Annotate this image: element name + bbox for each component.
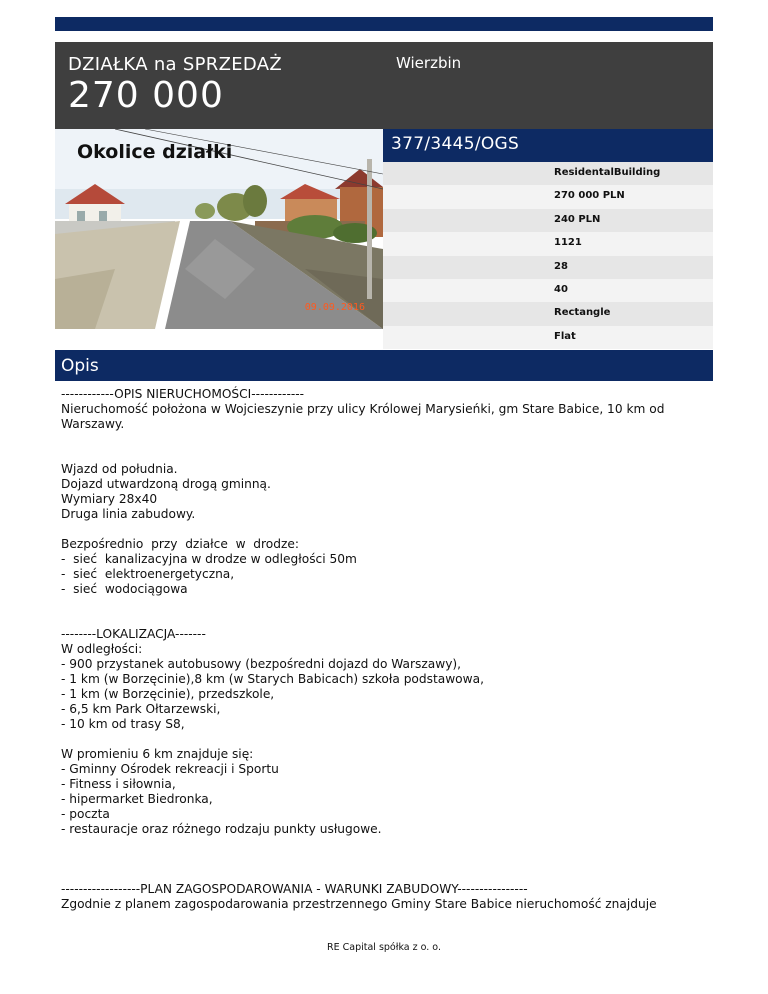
spec-value: 1121 bbox=[554, 237, 582, 249]
description-line: Zgodnie z planem zagospodarowania przestrzennego Gminy Stare Babice nieruchomość znajduje bbox=[61, 897, 657, 911]
description-line bbox=[61, 432, 721, 447]
description-line: - sieć wodociągowa bbox=[61, 582, 188, 596]
spec-row bbox=[383, 256, 713, 279]
description-line: ------------OPIS NIERUCHOMOŚCI------------ bbox=[61, 387, 305, 401]
spec-value: Rectangle bbox=[554, 307, 611, 319]
spec-row bbox=[383, 302, 713, 325]
specs-table bbox=[383, 162, 713, 349]
description-line: Bezpośrednio przy działce w drodze: bbox=[61, 537, 299, 551]
description-body bbox=[61, 387, 721, 912]
spec-row bbox=[383, 279, 713, 302]
description-line: - restauracje oraz różnego rodzaju punkty usługowe. bbox=[61, 822, 382, 836]
description-line bbox=[61, 597, 721, 612]
spec-value: 240 PLN bbox=[554, 213, 601, 225]
description-line bbox=[61, 447, 721, 462]
spec-row bbox=[383, 232, 713, 255]
page-footer: RE Capital spółka z o. o. bbox=[327, 942, 441, 953]
description-line: - hipermarket Biedronka, bbox=[61, 792, 213, 806]
spec-row bbox=[383, 185, 713, 208]
description-line: Dojazd utwardzoną drogą gminną. bbox=[61, 477, 271, 491]
photo-date-stamp: 09.09.2016 bbox=[304, 302, 365, 313]
spec-value: ResidentalBuilding bbox=[554, 167, 661, 178]
top-accent-bar bbox=[55, 17, 713, 31]
description-line bbox=[61, 867, 721, 882]
reference-bar bbox=[383, 129, 713, 162]
listing-reference: 377/3445/OGS bbox=[391, 134, 520, 154]
listing-header bbox=[55, 42, 713, 129]
description-line: - Fitness i siłownia, bbox=[61, 777, 176, 791]
description-line: - 900 przystanek autobusowy (bezpośredni dojazd do Warszawy), bbox=[61, 657, 462, 671]
description-line: Warszawy. bbox=[61, 417, 125, 431]
property-photo bbox=[55, 129, 383, 329]
description-line bbox=[61, 612, 721, 627]
spec-value: 40 bbox=[554, 283, 568, 295]
listing-city: Wierzbin bbox=[396, 54, 462, 72]
listing-type: DZIAŁKA na SPRZEDAŻ bbox=[68, 54, 282, 75]
listing-price: 270 000 bbox=[68, 75, 224, 116]
description-line: - sieć kanalizacyjna w drodze w odległości 50m bbox=[61, 552, 357, 566]
description-line: - 10 km od trasy S8, bbox=[61, 717, 185, 731]
description-line bbox=[61, 852, 721, 867]
spec-row bbox=[383, 209, 713, 232]
description-line: Druga linia zabudowy. bbox=[61, 507, 196, 521]
description-line: W promieniu 6 km znajduje się: bbox=[61, 747, 254, 761]
description-line: - 1 km (w Borzęcinie), przedszkole, bbox=[61, 687, 275, 701]
description-line: Wymiary 28x40 bbox=[61, 492, 158, 506]
description-line bbox=[61, 837, 721, 852]
description-line: Nieruchomość położona w Wojcieszynie przy ulicy Królowej Marysieńki, gm Stare Babice, 10 km od bbox=[61, 402, 665, 416]
section-title: Opis bbox=[61, 356, 99, 376]
spec-value: 270 000 PLN bbox=[554, 190, 625, 202]
description-line bbox=[61, 522, 721, 537]
description-line: --------LOKALIZACJA------- bbox=[61, 627, 206, 641]
description-line: Wjazd od południa. bbox=[61, 462, 178, 476]
description-line bbox=[61, 732, 721, 747]
description-line: W odległości: bbox=[61, 642, 143, 656]
description-line: - sieć elektroenergetyczna, bbox=[61, 567, 235, 581]
spec-value: Flat bbox=[554, 330, 576, 342]
spec-row bbox=[383, 326, 713, 349]
description-line: - Gminny Ośrodek rekreacji i Sportu bbox=[61, 762, 279, 776]
spec-value: 28 bbox=[554, 260, 568, 272]
photo-caption: Okolice działki bbox=[77, 141, 233, 163]
description-line: - poczta bbox=[61, 807, 110, 821]
description-line: ------------------PLAN ZAGOSPODAROWANIA - WARUNKI ZABUDOWY---------------- bbox=[61, 882, 528, 896]
description-line: - 6,5 km Park Ołtarzewski, bbox=[61, 702, 221, 716]
spec-row bbox=[383, 162, 713, 185]
description-line: - 1 km (w Borzęcinie),8 km (w Starych Babicach) szkoła podstawowa, bbox=[61, 672, 484, 686]
description-section-header bbox=[55, 350, 713, 381]
